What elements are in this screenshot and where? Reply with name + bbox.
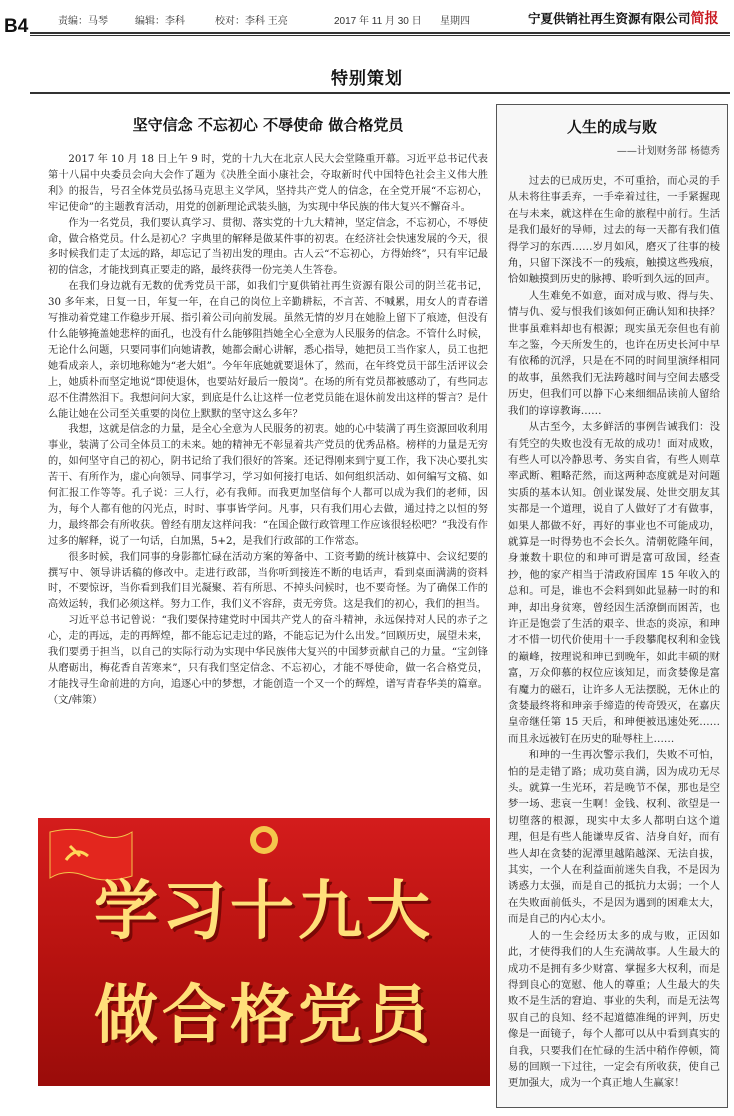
right-article-title: 人生的成与败	[566, 118, 657, 136]
right-article-body	[508, 173, 720, 1092]
party-poster	[38, 818, 490, 1086]
page-number: B4	[4, 16, 29, 37]
left-paragraph-1: 2017 年 10 月 18 日上午 9 时，党的十九大在北京人民大会堂隆重开幕。习近平总书记代表第十八届中央委员会向大会作了题为《决胜全面小康社会，夺取新时代中国特色社会主义伟大胜利》的报告，号召全体党员弘扬马克思主义学风，坚持共产党人的信念，在全党开展“不忘初心，牢记使命”的主题教育活动，用党的创新理论武装头脑，为实现中华民族的伟大复兴不懈奋斗。	[48, 154, 488, 213]
right-paragraph-4: 和珅的一生再次警示我们，失败不可怕，怕的是走错了路；成功莫自满，因为成功无尽头。就算一生光环，若是晚节不保，那也是空梦一场、悲哀一生啊！金钱、权利、欲望是一切堕落的根源，现实中太多人都明白这个道理，但是有些人能谦卑反省、洁身自好，而有些人却在贪婪的泥潭里越陷越深、无法自拔，其实，一个人在利益面前迷失自我，不是因为诱惑力太强，而是自己的抵抗力太弱；一个人在失败面前低头，不是因为遇到的困难太大，而是自己的内心太小。	[508, 749, 720, 926]
weekday: 星期四	[440, 16, 470, 27]
left-paragraph-2: 作为一名党员，我们要认真学习、贯彻、落实党的十九大精神，坚定信念，不忘初心，不辱使命，做合格党员。什么是初心？字典里的解释是做某件事的初衷。在经济社会快速发展的今天，很多时候我们走了太远的路，却忘记了当初出发的理由。古人云“不忘初心，方得始终”，只有牢记最初的信念，才能找到真正要走的路，最终获得一份完美人生答卷。	[48, 217, 488, 277]
left-paragraph-6: 习近平总书记曾说：“我们要保持建党时中国共产党人的奋斗精神，永远保持对人民的赤子之心，走的再远，走的再辉煌，都不能忘记走过的路，不能忘记为什么出发。”回顾历史，展望未来，我们要勇于担当，以自己的实际行动为实现中华民族伟大复兴的中国梦贡献自己的力量。“宝剑锋从磨砺出，梅花香自苦寒来”，只有我们坚定信念、不忘初心，才能不辱使命，做一名合格党员，才能找寻生命前进的方向，追逐心中的梦想，才能创造一个又一个的辉煌，谱写青春华美的篇章。（文/韩策）	[48, 615, 488, 706]
header-rule-thin	[30, 35, 730, 36]
editor: 编辑：李科	[135, 16, 185, 27]
section-rule	[30, 92, 730, 94]
paper-type: 简报	[690, 10, 719, 26]
proofreader: 校对：李科 王亮	[215, 16, 288, 27]
emblem-icon	[234, 820, 294, 854]
left-article-body	[48, 152, 488, 709]
right-paragraph-1: 过去的已成历史，不可重拾，而心灵的手从未将往事丢弃，一手牵着过往，一手紧握现在与未来，就这样在生命的旅程中前行。生活是我们最好的导师，过去的每一天都有我们值得学习的东西……岁月如风，磨灭了往事的棱角，只留下深浅不一的残痕，触摸这些残痕，恰如触摸到历史的脉搏、聆听到久远的回声。	[508, 175, 720, 286]
right-paragraph-2: 人生难免不如意，面对成与败、得与失、情与仇、爱与恨我们该如何正确认知和抉择？世事虽难料却也有根源；现实虽无奈但也有前车之鉴，今天所发生的，也许在历史长河中早有依稀的沉浮，只是在不同的时间里演绎相同的故事，虽然我们无法跨越时间与空间去感受历史，但我们可以静下心来细细品读前人留给我们的谆谆教诲……	[508, 289, 720, 417]
left-article-title: 坚守信念 不忘初心 不辱使命 做合格党员	[132, 116, 404, 134]
left-paragraph-5: 很多时候，我们同事的身影都忙碌在活动方案的筹备中、工资考勤的统计核算中、会议纪要的撰写中、领导讲话稿的修改中。走进行政部，当你听到接连不断的电话声，看到桌面满满的资料时，不要惊讶，当你看到我们目光凝聚、若有所思、不掉头问候时，也不要奇怪。为了确保工作的高效运转，我们必须这样。努力工作，我们义不容辞，责无旁贷。这是我们的初心，我们的担当。	[48, 551, 488, 611]
paper-company: 宁夏供销社再生资源有限公司	[528, 12, 691, 26]
left-paragraph-4: 我想，这就是信念的力量，是全心全意为人民服务的初衷。她的心中装满了再生资源回收利用事业，装满了公司全体员工的未来。她的精神无不彰显着共产党员的优秀品格。榜样的力量是无穷的，如何坚守自己的初心，阴书记给了我们很好的答案。还记得刚来到宁夏工作，我下决心要扎实苦干、有所作为，虚心向领导、同事学习，学习如何接打电话、如何组织活动、如何编写文稿、如何汇报工作等等。孔子说：三人行，必有我师。而我更加坚信每个人都可以成为我们的老师，因为，每个人都有他的闪光点，时时、事事皆学问。凡事，只有我们用心去做，通过持之以恒的努力，最终都会有所收获。曾经有朋友这样问我：“在国企做行政管理工作应该很轻松吧？”我没有作过多的解释，说了一句话，白加黑，5+2，是我们行政部的工作常态。	[48, 424, 488, 547]
right-paragraph-3: 从古至今，太多鲜活的事例告诫我们：没有凭空的失败也没有无故的成功！面对成败，有些人可以冷静思考、务实自省，有些人则草率武断、粗略茫然，而这两种态度就是对问题实质的基本认知。创业谋发展、处世交朋友其实都是一个道理，说自了人做好了才有做事，如果人都做不好，再好的事业也不可能成功，就算是一时得势也不会长久。清朝乾隆年间，身兼数十职位的和珅可谓是富可敌国，经查抄，他的家产相当于清政府国库 15 年收入的总和。可是，谁也不会料到如此显赫一时的和珅，却出身贫寒，曾经因生活潦倒而困苦，也许正是饱尝了生活的艰辛、世态的炎凉，和珅才不惜一切代价使用十一手段攀爬权利和金钱的巅峰，按理说和珅已到晚年，如此丰硕的财富，万众仰慕的权位应该知足，而贪婪像是富有魔力的磁石，让许多人无法摆脱，无休止的贪婪最终将和珅亲手缔造的传奇毁灭，在嘉庆皇帝继任第 15 天后，和珅便被迅速处死……而且永远被钉在历史的耻辱柱上……	[508, 421, 720, 745]
right-paragraph-5: 人的一生会经历太多的成与败，正因如此，才使得我们的人生充满故事。人生最大的成功不是拥有多少财富、掌握多大权利，而是得到良心的宽慰、他人的尊重；人生最大的失败不是生活的窘迫、事业的失利，而是无法驾驭自己的良知、经不起道德准绳的评判，历史像是一面镜子，每个人都可以从中看到真实的自我，只要我们在忙碌的生活中稍作停顿，简易的回顾一下过往，一定会有所收获，使自己更加强大，成为一个真正地人生赢家！	[508, 929, 720, 1090]
editor-in-charge: 责编：马琴	[58, 16, 108, 27]
right-article-byline: ——计划财务部 杨德秀	[616, 146, 720, 157]
header-rule	[30, 32, 730, 34]
section-title: 特别策划	[331, 69, 403, 88]
poster-line-2: 做合格党员	[94, 979, 434, 1053]
issue-date: 2017 年 11 月 30 日	[334, 16, 422, 27]
left-paragraph-3: 在我们身边就有无数的优秀党员干部，如我们宁夏供销社再生资源有限公司的阴兰花书记，30 多年来，日复一日，年复一年，在自己的岗位上辛勤耕耘，不言苦、不喊累，用女人的青春谱写推动着党建工作稳步开展、指引着公司向前发展。虽然无情的岁月在她脸上留下了痕迹，但没有什么能够掩盖她悲梓的面孔，也没有什么能够阻挡她全心全意为人民服务的信念。不管什么时候，无论什么问题，只要同事们向她请教，她都会耐心讲解，悉心指导，她把员工当作家人，员工也把她看成亲人，亲切地称她为“老大姐”。今年年底她就要退休了，然而，在年终党员干部生活评议会上，她质朴而坚定地说“即使退休，也要站好最后一般岗”。在场的所有党员都被感动了，有些同志忍不住潸然泪下。我想问问大家，到底是什么让这样一位老党员能在退休前发出这样的誓言？是什么能让她在公司至关重要的岗位上默默的坚守这么多年？	[48, 281, 488, 420]
poster-line-1: 学习十九大	[94, 875, 434, 949]
paper-name	[528, 8, 719, 28]
